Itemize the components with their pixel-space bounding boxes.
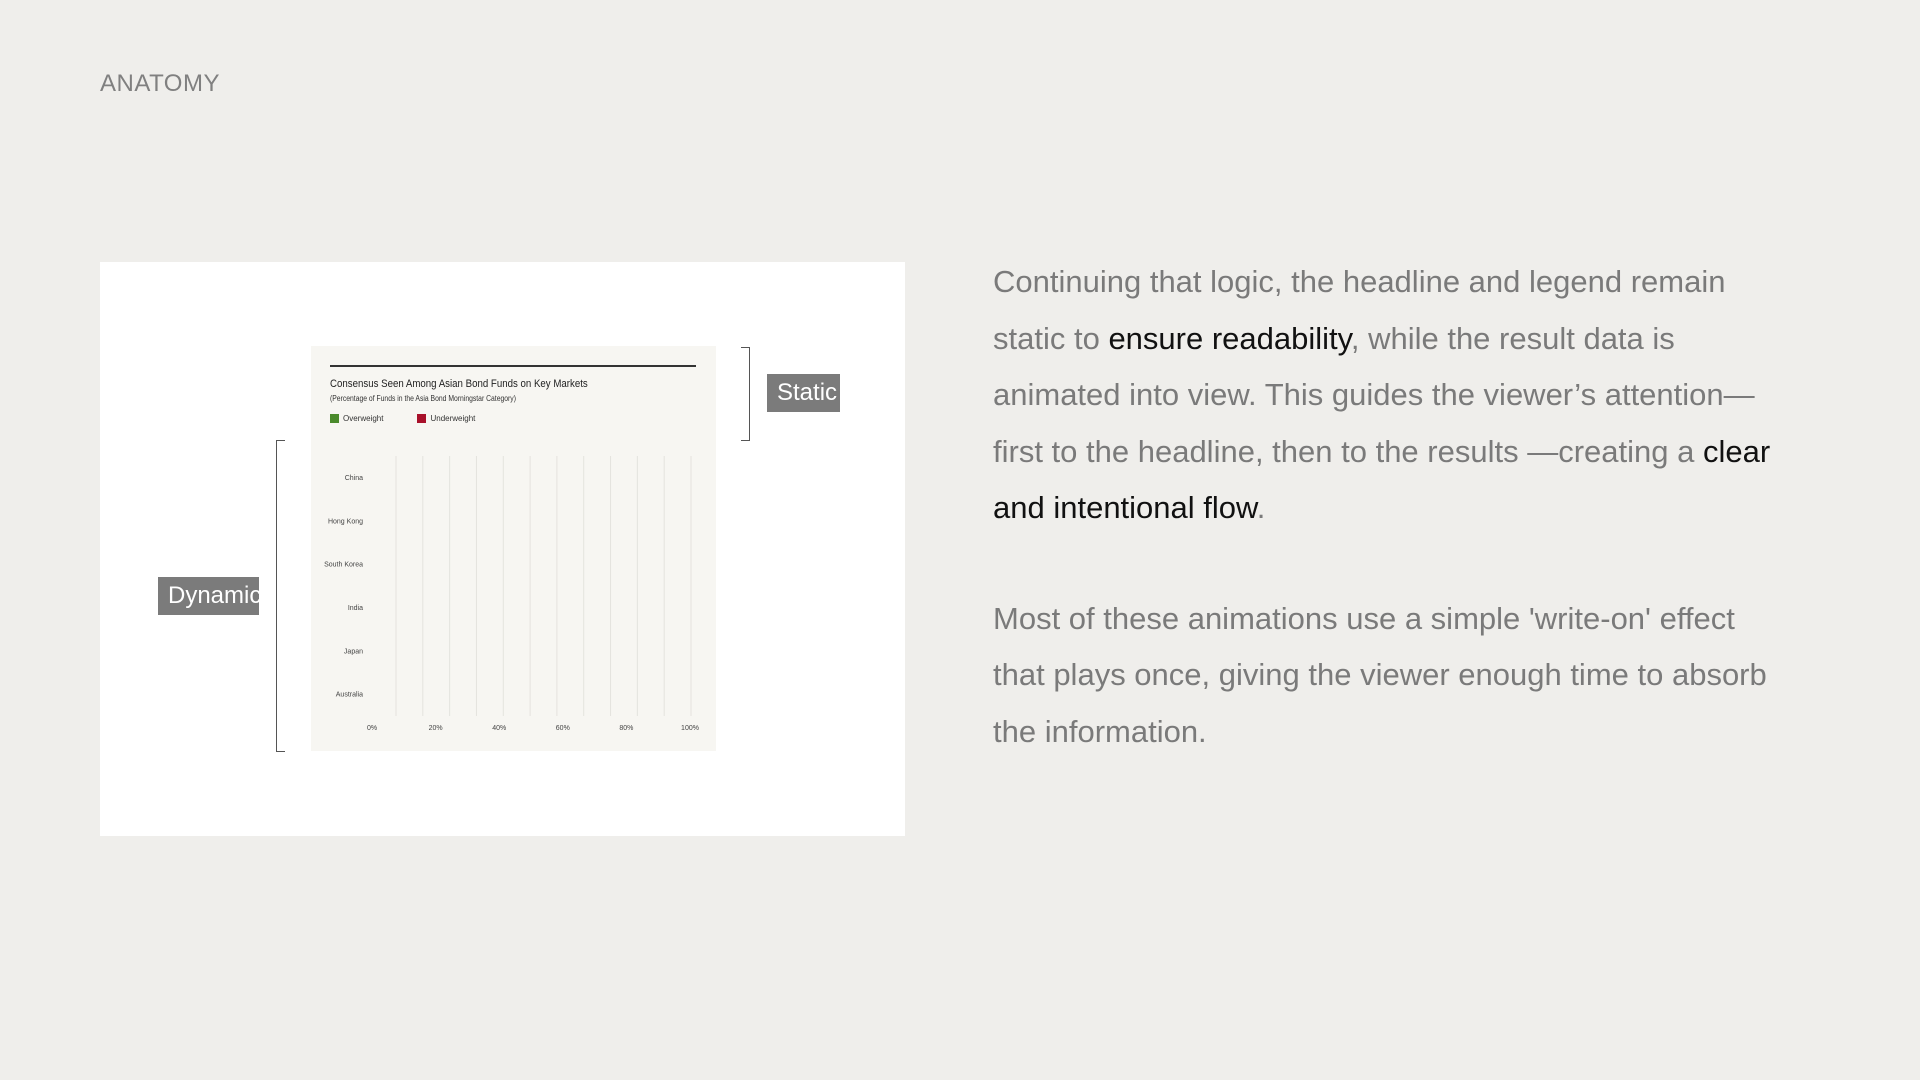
section-label: ANATOMY [100,70,220,97]
x-tick-label: 40% [492,725,507,732]
static-bracket [741,347,750,441]
category-label: Japan [343,648,363,656]
x-tick-label: 80% [619,725,634,732]
category-label: China [344,475,363,482]
chart-legend [330,414,475,423]
figure-panel [100,262,905,836]
paragraph-1-text-b: , while the result data is animated into view. This guides the viewer’s attention—first to the headline, then to the results —creating a [993,320,1755,469]
dynamic-bracket [276,440,285,752]
legend-swatch-underweight [417,414,426,423]
paragraph-2: Most of these animations use a simple 'write-on' effect that plays once, giving the viewer enough time to absorb the information. [993,600,1767,749]
x-tick-label: 0% [366,725,378,732]
legend-swatch-overweight [330,414,339,423]
category-label: Hong Kong [327,518,363,526]
legend-label-underweight: Underweight [430,414,476,423]
chart-title: Consensus Seen Among Asian Bond Funds on Key Markets [330,378,588,390]
static-tag: Static [767,374,840,412]
x-tick-label: 60% [555,725,570,732]
chart-plot [311,346,716,751]
chart-title-rule [330,365,696,367]
x-tick-label: 20% [428,725,443,732]
x-tick-label: 100% [681,725,699,732]
highlight-ensure-readability: ensure readability [1108,320,1351,356]
legend-item-overweight [330,414,383,423]
category-label: South Korea [324,561,363,569]
dynamic-tag: Dynamic [158,577,259,615]
category-label: Australia [335,691,363,699]
paragraph-1 [993,254,1773,537]
chart-subtitle: (Percentage of Funds in the Asia Bond Morningstar Category) [330,394,516,403]
legend-item-underweight [417,414,475,423]
paragraph-1-text-c: . [1256,490,1266,525]
highlight-clear-flow: clear and intentional flow [993,433,1771,525]
body-text [993,254,1773,760]
legend-label-overweight: Overweight [343,414,384,423]
category-label: India [347,605,363,612]
chart-card [311,346,716,751]
paragraph-1-text-a: Continuing that logic, the headline and legend remain static to [993,264,1726,356]
